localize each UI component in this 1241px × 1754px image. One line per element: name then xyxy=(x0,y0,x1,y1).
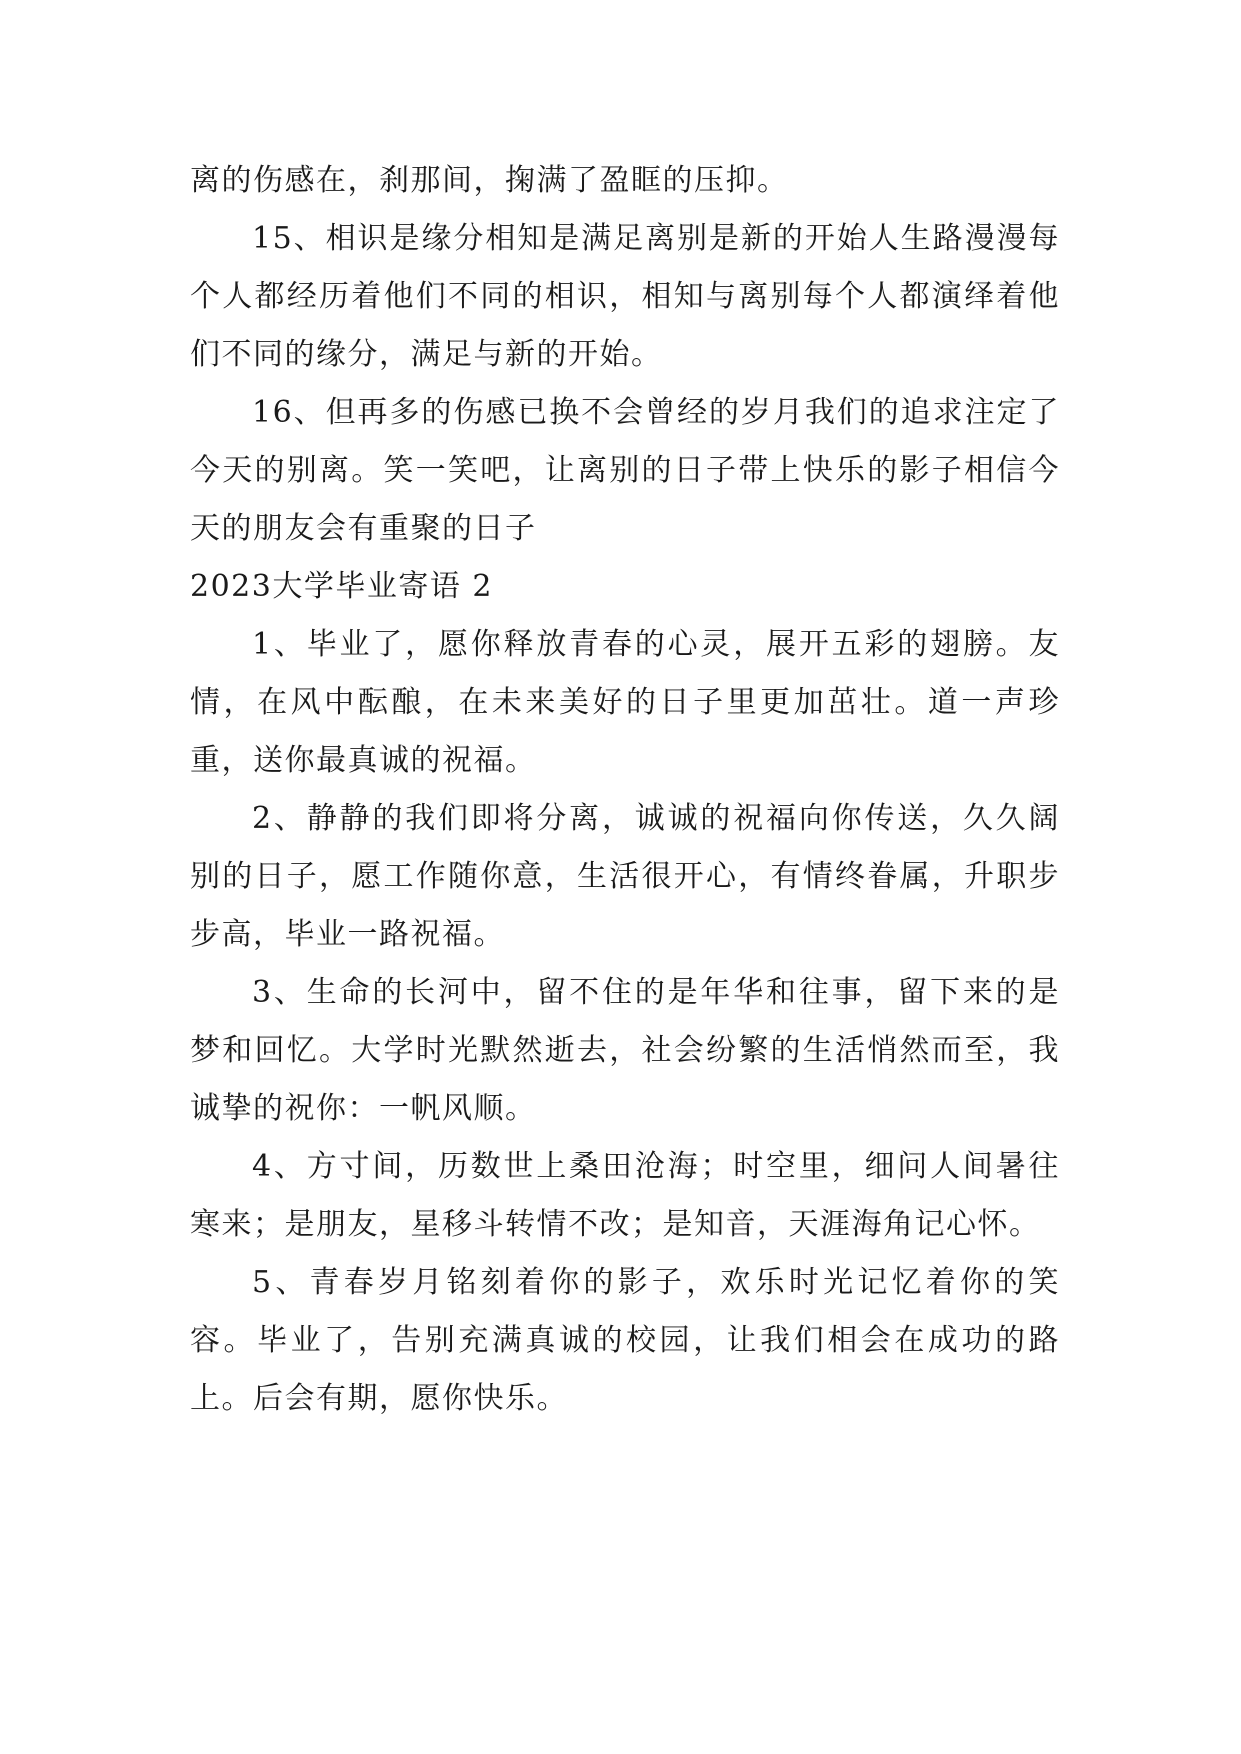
paragraph-15: 15、相识是缘分相知是满足离别是新的开始人生路漫漫每个人都经历着他们不同的相识，相知与离别每个人都演绎着他们不同的缘分，满足与新的开始。 xyxy=(190,221,1060,372)
paragraph-4: 4、方寸间，历数世上桑田沧海；时空里，细问人间暑往寒来；是朋友，星移斗转情不改；是知音，天涯海角记心怀。 xyxy=(190,1149,1060,1242)
paragraph-3: 3、生命的长河中，留不住的是年华和往事，留下来的是梦和回忆。大学时光默然逝去，社会纷繁的生活悄然而至，我诚挚的祝你：一帆风顺。 xyxy=(190,975,1060,1126)
continuation-paragraph: 离的伤感在，刹那间，掬满了盈眶的压抑。 xyxy=(190,163,789,198)
document-body xyxy=(190,152,1060,1428)
paragraph-16: 16、但再多的伤感已换不会曾经的岁月我们的追求注定了今天的别离。笑一笑吧，让离别的日子带上快乐的影子相信今天的朋友会有重聚的日子 xyxy=(190,395,1060,546)
paragraph-5: 5、青春岁月铭刻着你的影子，欢乐时光记忆着你的笑容。毕业了，告别充满真诚的校园，让我们相会在成功的路上。后会有期，愿你快乐。 xyxy=(190,1265,1060,1416)
section-heading: 2023大学毕业寄语 2 xyxy=(190,569,493,604)
paragraph-1: 1、毕业了，愿你释放青春的心灵，展开五彩的翅膀。友情，在风中酝酿，在未来美好的日子里更加茁壮。道一声珍重，送你最真诚的祝福。 xyxy=(190,627,1060,778)
paragraph-2: 2、静静的我们即将分离，诚诚的祝福向你传送，久久阔别的日子，愿工作随你意，生活很开心，有情终眷属，升职步步高，毕业一路祝福。 xyxy=(190,801,1060,952)
